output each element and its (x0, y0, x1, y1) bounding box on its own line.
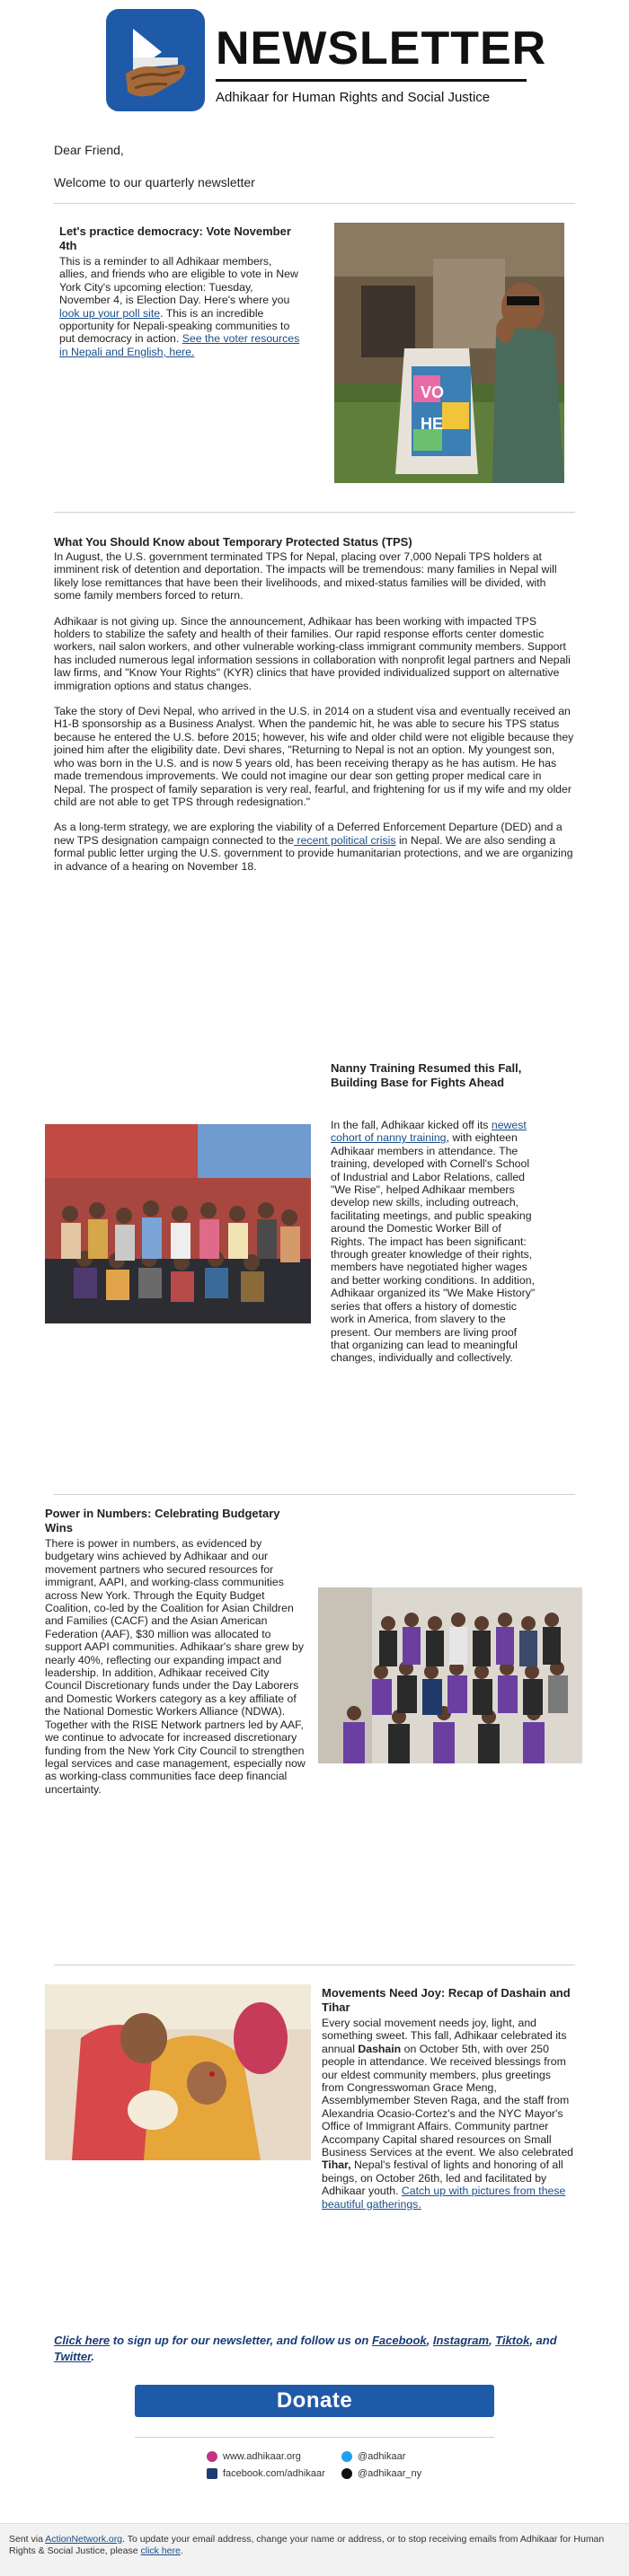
gatherings-photos-link[interactable]: Catch up with pictures from these beautiful gatherings. (322, 2185, 566, 2211)
facebook-icon (207, 2468, 217, 2479)
tps-paragraph-2: Adhikaar is not giving up. Since the announcement, Adhikaar has been working with impacted TPS holders to stabilize the safety and health of their families. Our rapid response efforts center domestic workers, nail salon workers, and other vulnerable working-class immigrant community members. Support has included numerous legal information sessions in collaboration with nonprofit legal partners and Nepali law firms, and "Know Your Rights" (KYR) clinics that have provided individualized support on alternative immigration options and status changes. (54, 614, 571, 692)
tps-paragraph-3: Take the story of Devi Nepal, who arrived in the U.S. in 2014 on a student visa and eventually received an H1-B sponsorship as a Business Analyst. When the pandemic hit, he was able to secure his TPS status because he entered the U.S. before 2015; however, his wife and older child were not eligible because they joined him after the eligibility date. Devi shares, "Returning to Nepal is not an option. My youngest son, who was born in the U.S. and is now 5 years old, has been receiving therapy as he has autism. He has made tremendous improvements. We could not imagine our dear son getting proper medical care in Nepal. The prospect of family separation is very real, fearful, and frightening for us if my wife and my older child are not able to get TPS through redesignation." (54, 705, 574, 808)
website-text: www.adhikaar.org (223, 2451, 301, 2462)
vote-heading: Let's practice democracy: Vote November 4th (59, 224, 291, 252)
vote-text-1: This is a reminder to all Adhikaar members, allies, and friends who are eligible to vote in New York City's upcoming election: Tuesday, November 4, is Election Day. Here's where you (59, 255, 298, 307)
newsletter-subtitle: Adhikaar for Human Rights and Social Justice (216, 90, 491, 105)
joy-photo (45, 1984, 311, 2160)
tps-section (54, 535, 575, 873)
signup-cta (54, 2333, 557, 2365)
budget-heading: Power in Numbers: Celebrating Budgetary Wins (45, 1507, 280, 1534)
threads-text: @adhikaar_ny (358, 2468, 422, 2479)
instagram-icon (207, 2451, 217, 2462)
joy-text-2: on October 5th, with over 250 people in attendance. We received blessings from our eldest community members, plus greetings from Congresswoman Grace Meng, Assemblymember Steven Raga, and the staff from Alexandria Ocasio-Cortez's and the NYC Mayor's Office of Immigrant Affairs. Community partner Accompany Capital shared resources on Small Business Services at the event. We also celebrated (322, 2042, 574, 2159)
threads-icon (341, 2468, 352, 2479)
divider (54, 203, 575, 204)
tps-text-4b: in Nepal. We are also sending a formal public letter urging the U.S. government to provide humanitarian protections, and we are organizing in advance of a hearing on November 18. (54, 833, 573, 873)
tps-paragraph-4 (54, 821, 575, 873)
actionnetwork-link[interactable]: ActionNetwork.org (45, 2534, 123, 2545)
nanny-photo (45, 1124, 311, 1323)
cta-sep: , (489, 2334, 496, 2347)
budget-photo (318, 1587, 582, 1763)
vote-sign-text: VO (421, 383, 445, 401)
threads-row[interactable] (341, 2468, 421, 2479)
vote-photo (334, 223, 564, 483)
twitter-icon (341, 2451, 352, 2462)
footer-text-1: Sent via (9, 2534, 46, 2545)
facebook-link[interactable]: Facebook (371, 2334, 427, 2347)
header (106, 7, 547, 113)
cta-sep: , (426, 2334, 433, 2347)
voter-resources-link[interactable]: See the voter resources in Nepali and English, here. (59, 332, 300, 358)
tps-paragraph-1: In August, the U.S. government terminated TPS for Nepal, placing over 7,000 Nepali TPS holders at imminent risk of detention and deportation. The impacts will be tremendous: many families in Nepal will likely lose remittances that have been their livelihoods, and mixed-status families will be divided, with some family members forced to return. (54, 550, 557, 602)
nanny-text-1: In the fall, Adhikaar kicked off its (331, 1119, 492, 1131)
divider (135, 2437, 494, 2438)
divider (54, 512, 575, 513)
greeting: Dear Friend, (54, 143, 124, 157)
nanny-body (331, 1119, 537, 1365)
footer-text-2: . To update your email address, change your name or address, or to stop receiving emails from Adhikaar for Human Rights & Social Justice, please (9, 2534, 605, 2556)
svg-text:HE: HE (421, 415, 444, 433)
newsletter-title: NEWSLETTER (216, 22, 547, 75)
twitter-row[interactable] (341, 2451, 405, 2462)
tps-heading: What You Should Know about Temporary Protected Status (TPS) (54, 535, 412, 549)
instagram-link[interactable]: Instagram (432, 2334, 490, 2347)
cta-text: to sign up for our newsletter, and follow us on (110, 2334, 372, 2347)
donate-button[interactable] (135, 2385, 494, 2417)
logo (106, 9, 205, 111)
nanny-heading: Nanny Training Resumed this Fall, Building Base for Fights Ahead (331, 1061, 522, 1089)
dashain-bold: Dashain (358, 2042, 402, 2055)
footer-text (9, 2534, 620, 2557)
budget-body: There is power in numbers, as evidenced by budgetary wins achieved by Adhikaar and our movement partners who secured resources for immigrant, AAPI, and working-class communities across New York. Through the Equity Budget Coalition, co-led by the Coalition for Asian Children and Families (CACF) and the Asian American Federation (AAF), $30 million was allocated to support AAPI communities. Adhikaar's share grew by nearly 40%, reflecting our expanding impact and leadership. In addition, Adhikaar received City Council Discretionary funds under the Day Laborers and Domestic Workers category as a key affiliate of the National Domestic Workers Alliance (NDWA). Together with the RISE Network partners led by AAF, we continue to advocate for increased discretionary funding from the New York City Council to strengthen legal services and case management, especially now as working-class communities face deep financial uncertainty. (45, 1537, 306, 1796)
tps-text-4a: As a long-term strategy, we are exploring the viability of a Deferred Enforcement Departure (DED) and a new TPS designation campaign connected to the (54, 821, 563, 847)
joy-body (322, 2017, 575, 2211)
poll-site-link[interactable]: look up your poll site (59, 306, 161, 320)
tiktok-link[interactable]: Tiktok (495, 2334, 530, 2347)
divider (54, 1494, 575, 1495)
twitter-text: @adhikaar (358, 2451, 406, 2462)
budget-section (45, 1507, 306, 1796)
nanny-text-2: , with eighteen Adhikaar members in attendance. The training, developed with Cornell's School of Industrial and Labor Relations, called "We Rise", helped Adhikaar members develop new skills, including outreach, facilitating meetings, and public speaking around the Domestic Worker Bill of Rights. The impact has been significant: through greater knowledge of their rights, members have negotiated higher wages and better working conditions. In addition, Adhikaar organized its "We Make History" series that offers a history of domestic work in America, from slavery to the present. Our members are living proof that organizing can lead to meaningful changes, individually and collectively. (331, 1131, 536, 1365)
welcome-text: Welcome to our quarterly newsletter (54, 175, 255, 189)
political-crisis-link[interactable]: recent political crisis (294, 833, 396, 847)
vote-body (59, 255, 302, 358)
vote-text-2: . This is an incredible opportunity for Nepali-speaking communities to put democracy in action. (59, 306, 290, 346)
facebook-text: facebook.com/adhikaar (223, 2468, 325, 2479)
website-row[interactable] (207, 2451, 301, 2462)
signup-link[interactable]: Click here (54, 2334, 111, 2347)
title-underline (216, 79, 527, 82)
joy-text-1: Every social movement needs joy, light, and something sweet. This fall, Adhikaar celebrated its annual (322, 2017, 567, 2055)
joy-heading: Movements Need Joy: Recap of Dashain and Tihar (322, 1986, 571, 2014)
unsubscribe-link[interactable]: click here (140, 2545, 181, 2556)
nanny-training-link[interactable]: newest cohort of nanny training (331, 1119, 527, 1145)
tihar-bold: Tihar, (322, 2158, 351, 2172)
cta-end: . (91, 2350, 95, 2363)
facebook-row[interactable] (207, 2468, 325, 2479)
vote-section (59, 224, 302, 358)
joy-section (322, 1986, 575, 2211)
joy-text-3: Nepal's festival of lights and honoring of all beings, on October 26th, led and facilitated by Adhikaar youth. (322, 2158, 563, 2198)
twitter-link[interactable]: Twitter (54, 2350, 92, 2363)
donate-label: Donate (276, 2388, 353, 2413)
cta-sep: , and (529, 2334, 557, 2347)
logo-mark-icon (106, 9, 205, 111)
footer-text-3: . (180, 2545, 183, 2556)
